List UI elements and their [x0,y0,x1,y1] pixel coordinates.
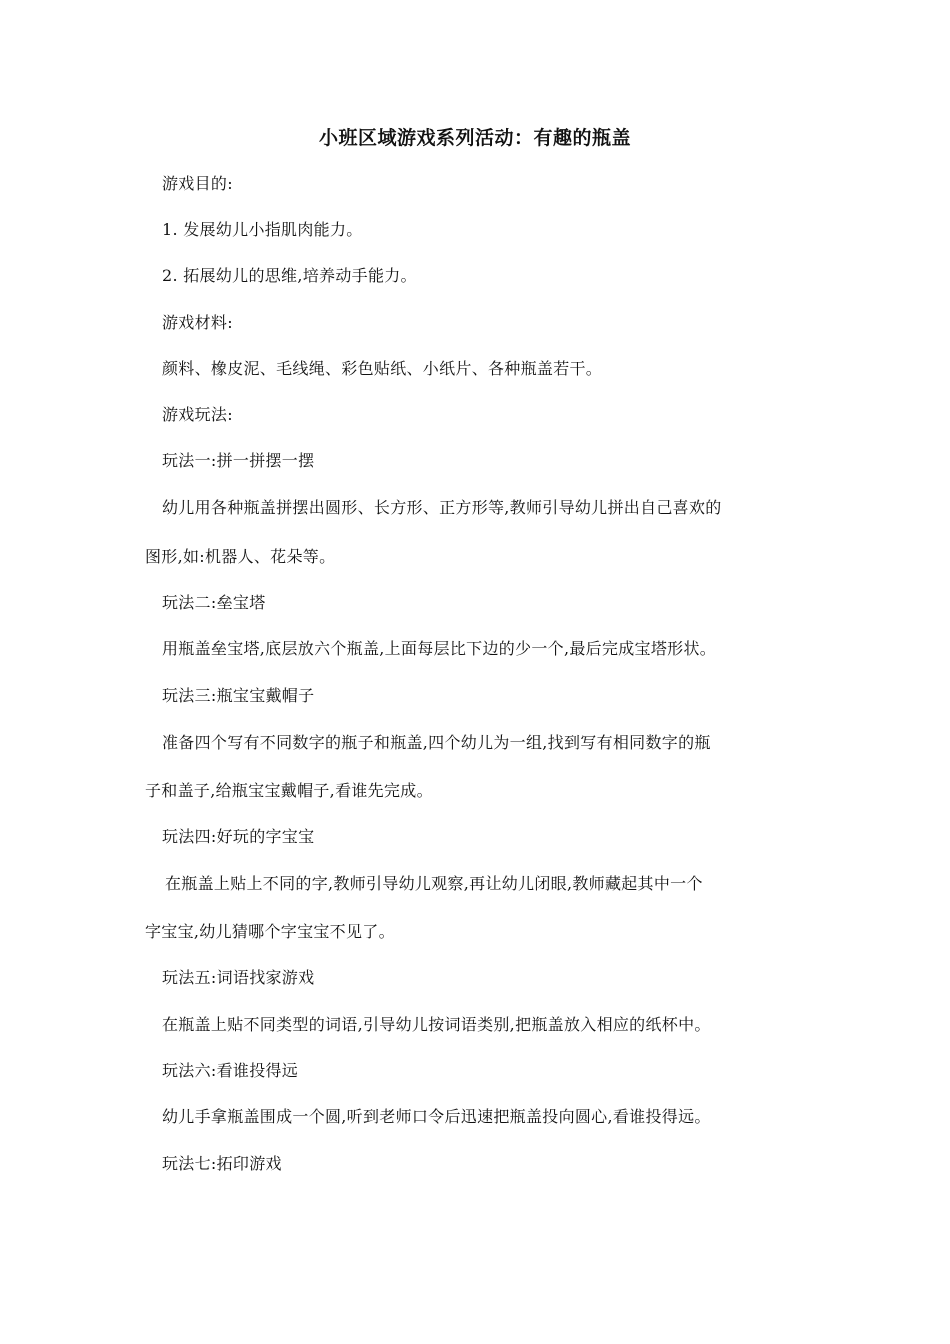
method-4-heading: 玩法四:好玩的字宝宝 [162,827,315,846]
section-heading-play: 游戏玩法: [162,405,233,424]
method-1-text-line-1: 幼儿用各种瓶盖拼摆出圆形、长方形、正方形等,教师引导幼儿拼出自己喜欢的 [162,498,722,517]
method-4-text-line-1: 在瓶盖上贴上不同的字,教师引导幼儿观察,再让幼儿闭眼,教师藏起其中一个 [165,874,703,893]
method-5-text: 在瓶盖上贴不同类型的词语,引导幼儿按词语类别,把瓶盖放入相应的纸杯中。 [162,1015,711,1034]
method-1-text-line-2: 图形,如:机器人、花朵等。 [145,547,336,566]
section-heading-materials: 游戏材料: [162,313,233,332]
method-3-heading: 玩法三:瓶宝宝戴帽子 [162,686,315,705]
method-4-text-line-2: 字宝宝,幼儿猜哪个字宝宝不见了。 [145,922,395,941]
method-5-heading: 玩法五:词语找家游戏 [162,968,315,987]
method-3-text-line-1: 准备四个写有不同数字的瓶子和瓶盖,四个幼儿为一组,找到写有相同数字的瓶 [162,733,711,752]
goal-item-2: 2. 拓展幼儿的思维,培养动手能力。 [162,266,417,285]
method-6-heading: 玩法六:看谁投得远 [162,1061,299,1080]
document-title: 小班区域游戏系列活动：有趣的瓶盖 [318,127,631,149]
method-6-text: 幼儿手拿瓶盖围成一个圆,听到老师口令后迅速把瓶盖投向圆心,看谁投得远。 [162,1107,711,1126]
method-2-text: 用瓶盖垒宝塔,底层放六个瓶盖,上面每层比下边的少一个,最后完成宝塔形状。 [162,639,717,658]
goal-item-1: 1. 发展幼儿小指肌肉能力。 [162,220,363,239]
method-7-heading: 玩法七:拓印游戏 [162,1154,282,1173]
method-1-heading: 玩法一:拼一拼摆一摆 [162,451,315,470]
method-3-text-line-2: 子和盖子,给瓶宝宝戴帽子,看谁先完成。 [145,781,433,800]
section-heading-goals: 游戏目的: [162,174,233,193]
method-2-heading: 玩法二:垒宝塔 [162,593,266,612]
materials-list: 颜料、橡皮泥、毛线绳、彩色贴纸、小纸片、各种瓶盖若干。 [162,359,603,378]
